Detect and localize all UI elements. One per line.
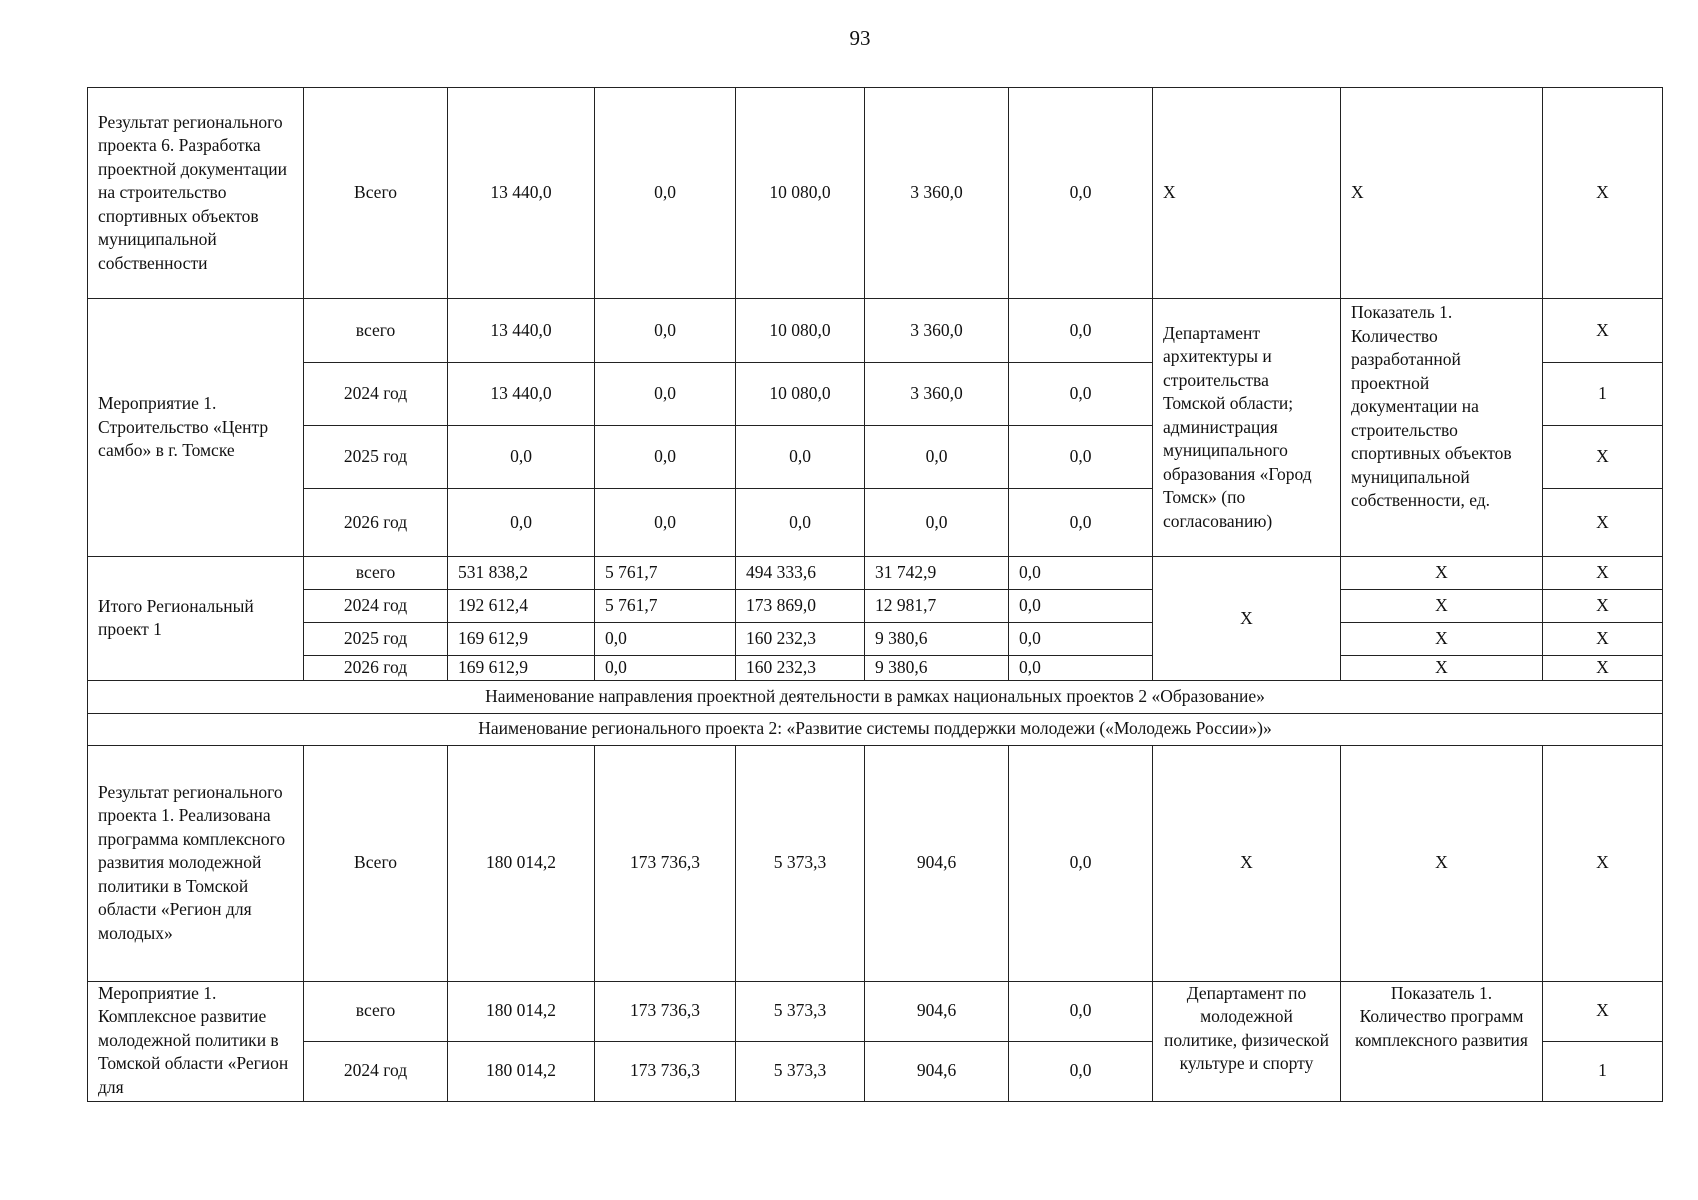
value-cell: 5 761,7	[595, 557, 736, 590]
value-cell: 0,0	[865, 489, 1009, 557]
value-cell: 904,6	[865, 981, 1009, 1041]
value-cell: 10 080,0	[736, 88, 865, 299]
value-cell: 180 014,2	[448, 745, 595, 981]
value-cell: 531 838,2	[448, 557, 595, 590]
value-cell: 9 380,6	[865, 656, 1009, 681]
period-cell: 2024 год	[304, 363, 448, 426]
value-cell: 10 080,0	[736, 363, 865, 426]
value-cell: 160 232,3	[736, 623, 865, 656]
table-row	[88, 656, 1663, 681]
value-cell: 0,0	[1009, 363, 1153, 426]
value-cell: 13 440,0	[448, 88, 595, 299]
value-cell: 5 761,7	[595, 590, 736, 623]
value-cell: 173 736,3	[595, 1041, 736, 1101]
period-cell: всего	[304, 981, 448, 1041]
value-cell: 0,0	[595, 656, 736, 681]
indicator-cell: Показатель 1. Количество программ комплексного развития	[1341, 981, 1543, 1101]
last-cell: Х	[1543, 489, 1663, 557]
value-cell: 0,0	[595, 88, 736, 299]
value-cell: 904,6	[865, 745, 1009, 981]
value-cell: 0,0	[448, 489, 595, 557]
last-cell: 1	[1543, 363, 1663, 426]
indicator-cell: Х	[1341, 88, 1543, 299]
table-row	[88, 981, 1663, 1041]
period-cell: 2025 год	[304, 623, 448, 656]
row-name: Мероприятие 1. Комплексное развитие молодежной политики в Томской области «Регион для	[88, 981, 304, 1101]
executor-cell: Х	[1153, 88, 1341, 299]
last-cell: Х	[1543, 299, 1663, 363]
value-cell: 0,0	[1009, 1041, 1153, 1101]
last-cell: Х	[1543, 426, 1663, 489]
value-cell: 13 440,0	[448, 299, 595, 363]
last-cell: Х	[1543, 745, 1663, 981]
last-cell: Х	[1543, 623, 1663, 656]
indicator-cell: Х	[1341, 656, 1543, 681]
section-heading: Наименование направления проектной деятельности в рамках национальных проектов 2 «Образование»	[88, 680, 1663, 713]
indicator-cell: Х	[1341, 745, 1543, 981]
budget-table	[87, 87, 1663, 1102]
table-row	[88, 299, 1663, 363]
value-cell: 0,0	[865, 426, 1009, 489]
value-cell: 9 380,6	[865, 623, 1009, 656]
value-cell: 0,0	[1009, 426, 1153, 489]
value-cell: 904,6	[865, 1041, 1009, 1101]
last-cell: Х	[1543, 590, 1663, 623]
value-cell: 5 373,3	[736, 745, 865, 981]
indicator-cell: Х	[1341, 623, 1543, 656]
value-cell: 3 360,0	[865, 363, 1009, 426]
value-cell: 173 736,3	[595, 745, 736, 981]
table-row	[88, 590, 1663, 623]
table-row	[88, 680, 1663, 713]
executor-cell: Департамент по молодежной политике, физической культуре и спорту	[1153, 981, 1341, 1101]
value-cell: 173 736,3	[595, 981, 736, 1041]
period-cell: Всего	[304, 88, 448, 299]
value-cell: 160 232,3	[736, 656, 865, 681]
value-cell: 5 373,3	[736, 981, 865, 1041]
value-cell: 173 869,0	[736, 590, 865, 623]
table-row	[88, 623, 1663, 656]
row-name: Мероприятие 1. Строительство «Центр самбо» в г. Томске	[88, 299, 304, 557]
value-cell: 180 014,2	[448, 981, 595, 1041]
indicator-cell: Показатель 1. Количество разработанной проектной документации на строительство спортивных объектов муниципальной собственности, ед.	[1341, 299, 1543, 557]
value-cell: 0,0	[1009, 981, 1153, 1041]
table-row	[88, 713, 1663, 745]
last-cell: Х	[1543, 88, 1663, 299]
value-cell: 180 014,2	[448, 1041, 595, 1101]
last-cell: Х	[1543, 656, 1663, 681]
value-cell: 0,0	[1009, 656, 1153, 681]
value-cell: 0,0	[1009, 557, 1153, 590]
value-cell: 0,0	[595, 426, 736, 489]
period-cell: 2026 год	[304, 489, 448, 557]
value-cell: 5 373,3	[736, 1041, 865, 1101]
period-cell: 2024 год	[304, 1041, 448, 1101]
value-cell: 0,0	[448, 426, 595, 489]
value-cell: 0,0	[595, 623, 736, 656]
value-cell: 0,0	[736, 489, 865, 557]
value-cell: 0,0	[1009, 745, 1153, 981]
value-cell: 169 612,9	[448, 623, 595, 656]
value-cell: 0,0	[736, 426, 865, 489]
executor-cell: Х	[1153, 557, 1341, 681]
value-cell: 3 360,0	[865, 299, 1009, 363]
last-cell: Х	[1543, 557, 1663, 590]
value-cell: 3 360,0	[865, 88, 1009, 299]
value-cell: 0,0	[1009, 88, 1153, 299]
value-cell: 0,0	[595, 363, 736, 426]
period-cell: 2024 год	[304, 590, 448, 623]
indicator-cell: Х	[1341, 557, 1543, 590]
period-cell: всего	[304, 557, 448, 590]
value-cell: 0,0	[1009, 623, 1153, 656]
value-cell: 0,0	[1009, 590, 1153, 623]
section-heading: Наименование регионального проекта 2: «Развитие системы поддержки молодежи («Молодежь России»)»	[88, 713, 1663, 745]
period-cell: всего	[304, 299, 448, 363]
value-cell: 10 080,0	[736, 299, 865, 363]
value-cell: 31 742,9	[865, 557, 1009, 590]
period-cell: 2026 год	[304, 656, 448, 681]
indicator-cell: Х	[1341, 590, 1543, 623]
value-cell: 12 981,7	[865, 590, 1009, 623]
value-cell: 494 333,6	[736, 557, 865, 590]
value-cell: 169 612,9	[448, 656, 595, 681]
value-cell: 0,0	[595, 489, 736, 557]
value-cell: 192 612,4	[448, 590, 595, 623]
table-row	[88, 745, 1663, 981]
period-cell: 2025 год	[304, 426, 448, 489]
value-cell: 0,0	[595, 299, 736, 363]
row-name: Итого Региональный проект 1	[88, 557, 304, 681]
table-row	[88, 557, 1663, 590]
table-row	[88, 88, 1663, 299]
row-name: Результат регионального проекта 1. Реализована программа комплексного развития молодежной политики в Томской области «Регион для молодых»	[88, 745, 304, 981]
value-cell: 13 440,0	[448, 363, 595, 426]
executor-cell: Х	[1153, 745, 1341, 981]
last-cell: Х	[1543, 981, 1663, 1041]
executor-cell: Департамент архитектуры и строительства Томской области; администрация муниципального образования «Город Томск» (по согласованию)	[1153, 299, 1341, 557]
period-cell: Всего	[304, 745, 448, 981]
value-cell: 0,0	[1009, 489, 1153, 557]
last-cell: 1	[1543, 1041, 1663, 1101]
page-number: 93	[849, 26, 871, 50]
value-cell: 0,0	[1009, 299, 1153, 363]
row-name: Результат регионального проекта 6. Разработка проектной документации на строительство спортивных объектов муниципальной собственности	[88, 88, 304, 299]
